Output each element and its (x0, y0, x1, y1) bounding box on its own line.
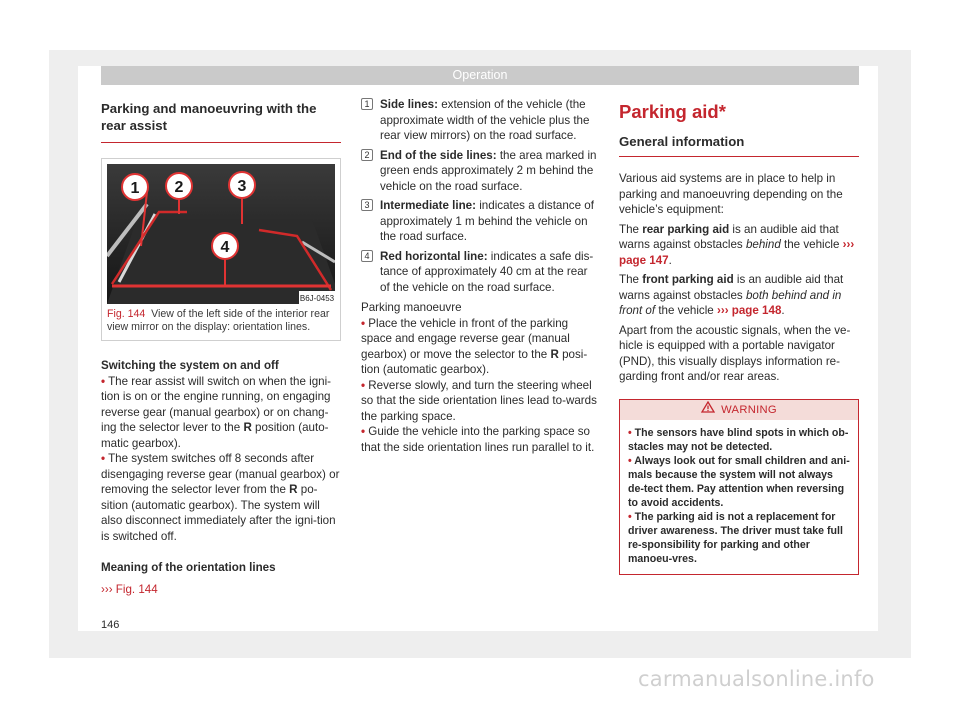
section-title: Parking and manoeuvring with the rear assist (101, 100, 341, 143)
general-information-title: General information (619, 133, 859, 157)
bullet-icon: • (628, 510, 632, 523)
acoustic-signals-paragraph: Apart from the acoustic signals, when the ve-hicle is equipped with a portable navigator (PND), this visually displays information re-garding front and/or rear areas. (619, 323, 851, 383)
orientation-item-2: 2 End of the side lines: the area marked in green ends approximately 2 m behind the vehicle on the road surface. (361, 148, 600, 195)
warning-item-1: • The sensors have blind spots in which ob-stacles may not be detected. (628, 426, 849, 453)
front-parking-aid-paragraph: The front parking aid is an audible aid that warns against obstacles both behind and in front of the vehicle ››› page 148. (619, 273, 844, 317)
bullet-icon: • (628, 454, 632, 467)
figure-box (101, 158, 341, 341)
page-number: 146 (101, 619, 120, 631)
page-148-link[interactable]: ››› page 148 (716, 304, 782, 317)
bullet-icon: • (101, 374, 106, 388)
number-box: 1 (361, 98, 373, 110)
rear-camera-illustration (107, 164, 335, 304)
image-code: B6J-0453 (299, 294, 335, 303)
number-box: 2 (361, 149, 373, 161)
svg-text:2: 2 (174, 179, 184, 196)
switching-title: Switching the system on and off (101, 359, 279, 373)
switching-bullet-2: • The system switches off 8 seconds after disengaging reverse gear (manual gearbox) or removing the selector lever from the R po-sition (automatic gearbox). The system will also disconnect immediately after the igni-tion is switched off. (101, 452, 340, 543)
warning-item-2: • Always look out for small children and ani-mals because the system will not always de-tect them. Pay attention when reversing to avoid accidents. (628, 454, 850, 509)
rear-parking-aid-paragraph: The rear parking aid is an audible aid that warns against obstacles behind the vehicle ››› page 147. (619, 222, 855, 267)
warning-triangle-icon (701, 400, 715, 420)
figure-label: Fig. 144 (107, 308, 146, 320)
watermark: carmanualsonline.info (638, 667, 875, 691)
bullet-icon: • (101, 452, 106, 466)
page-147-link[interactable]: ››› page 147 (619, 238, 855, 267)
meaning-title: Meaning of the orientation lines (101, 561, 276, 575)
intro-paragraph: Various aid systems are in place to help in parking and manoeuvring depending on the vehicle’s equipment: (619, 172, 843, 216)
bullet-icon: • (361, 378, 366, 392)
warning-label: WARNING (721, 403, 777, 416)
svg-text:4: 4 (220, 239, 230, 256)
parking-bullet-3: • Guide the vehicle into the parking space so that the side orientation lines run parallel to it. (361, 425, 595, 454)
warning-item-3: • The parking aid is not a replacement for driver awareness. The driver must take full re-sponsibility for parking and other manoeu-vres. (628, 510, 843, 565)
parking-aid-title: Parking aid* (619, 101, 726, 122)
marker-2 (166, 173, 192, 199)
marker-4 (212, 233, 238, 259)
marker-1 (122, 174, 148, 200)
orientation-item-1: 1 Side lines: extension of the vehicle (the approximate width of the vehicle plus the rear view mirrors) on the road surface. (361, 97, 600, 144)
number-box: 4 (361, 250, 373, 262)
rear-camera-image (107, 164, 335, 304)
left-column (101, 100, 341, 597)
warning-header (620, 400, 858, 420)
chapter-header: Operation (101, 66, 859, 85)
right-column (619, 97, 859, 575)
bullet-icon: • (361, 316, 366, 330)
warning-body (620, 420, 858, 574)
parking-bullet-2: • Reverse slowly, and turn the steering wheel so that the side orientation lines lead to-wards the parking space. (361, 378, 597, 423)
figure-caption-text: View of the left side of the interior rear view mirror on the display: orientation lines. (107, 308, 330, 334)
svg-text:1: 1 (130, 180, 140, 197)
parking-bullet-1: • Place the vehicle in front of the parking space and engage reverse gear (manual gearbox) or move the selector to the R posi-tion (automatic gearbox). (361, 316, 588, 376)
marker-3 (229, 172, 255, 198)
middle-column (361, 97, 600, 455)
bullet-icon: • (628, 426, 632, 439)
number-box: 3 (361, 199, 373, 211)
orientation-item-3: 3 Intermediate line: indicates a distance of approximately 1 m behind the vehicle on the road surface. (361, 198, 600, 245)
parking-title: Parking manoeuvre (361, 301, 462, 314)
bullet-icon: • (361, 425, 366, 438)
orientation-item-4: 4 Red horizontal line: indicates a safe dis-tance of approximately 40 cm at the rear of the vehicle on the road surface. (361, 249, 600, 296)
warning-box (619, 399, 859, 575)
switching-bullet-1: • The rear assist will switch on when the igni-tion is on or the engine running, on engaging reverse gear (manual gearbox) or on chang-ing the selector lever to the R position (auto-matic gearbox). (101, 374, 332, 450)
svg-text:3: 3 (237, 178, 247, 195)
figure-caption (107, 308, 335, 334)
figure-reference-link[interactable]: ››› Fig. 144 (101, 582, 158, 596)
